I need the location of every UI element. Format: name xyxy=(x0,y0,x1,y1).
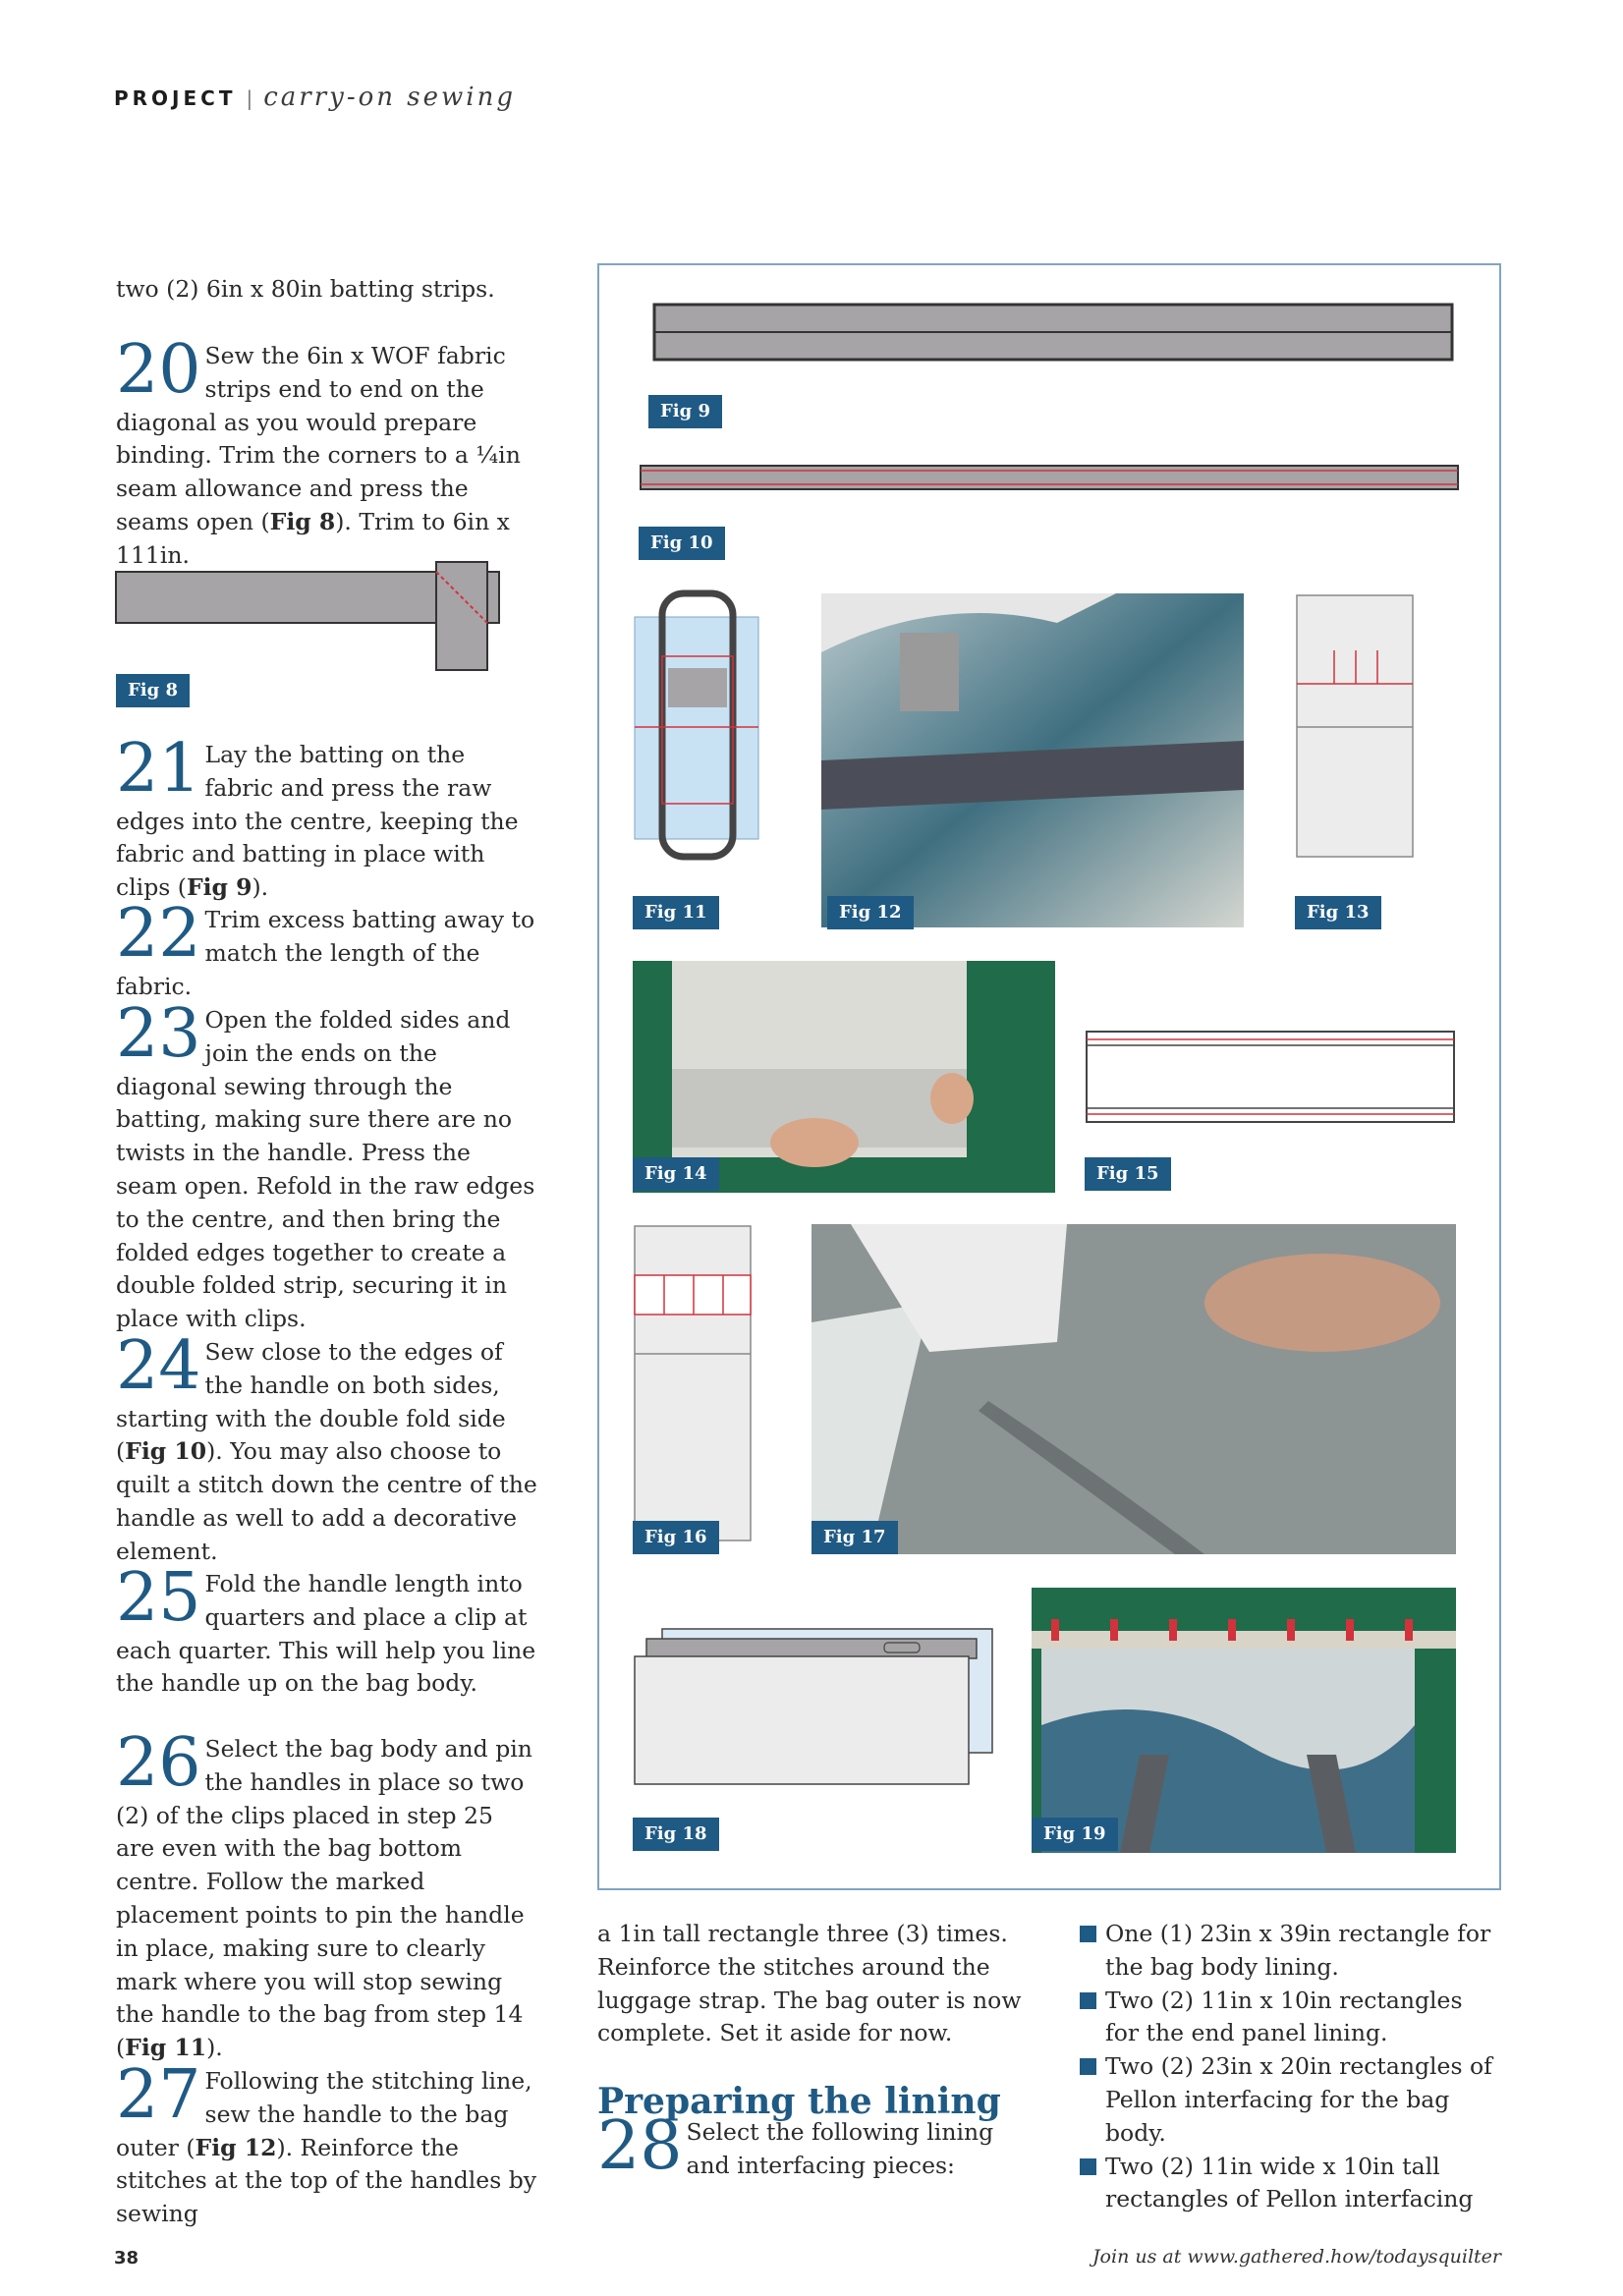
step-21: 21 Lay the batting on the fabric and press the raw edges into the centre, keeping the fabric and batting in place with clips (Fig 9). xyxy=(116,730,519,902)
step-number: 21 xyxy=(116,730,201,808)
step-number: 26 xyxy=(116,1724,201,1802)
fig-ref: Fig 9 xyxy=(186,873,252,902)
fig18-label: Fig 18 xyxy=(633,1818,719,1851)
fig10-diagram xyxy=(639,462,1464,495)
step-24: 24 Sew close to the edges of the handle on both sides, starting with the double fold side (Fig 10). You may also choose to quilt a stitch down the centre of the handle as well to add a decorative element. xyxy=(116,1327,537,1565)
fig12-label: Fig 12 xyxy=(827,896,914,929)
step-23: 23 Open the folded sides and join the ends on the diagonal sewing through the batting, making sure there are no twists in the handle. Press the seam open. Refold in the raw edges to the centre, and then bring the folded edges together to create a double folded strip, securing it in place with clips. xyxy=(116,995,535,1333)
hand xyxy=(1204,1254,1440,1352)
fig11-diagram xyxy=(633,589,760,865)
luggage-strap xyxy=(668,668,727,707)
step-20: 20 Sew the 6in x WOF fabric strips end to end on the diagonal as you would prepare binding. Trim the corners to a ¼in seam allowance and press the seams open (Fig 8). Trim to 6in x 111in. xyxy=(116,331,521,569)
clip xyxy=(1405,1619,1413,1641)
fig8-label: Fig 8 xyxy=(116,674,190,707)
step-number: 24 xyxy=(116,1327,201,1405)
running-header xyxy=(114,83,516,112)
fig13-label: Fig 13 xyxy=(1295,896,1381,929)
fig16-diagram xyxy=(633,1224,755,1544)
fig17-label: Fig 17 xyxy=(812,1521,898,1554)
fig9-diagram xyxy=(652,303,1458,364)
clip xyxy=(1287,1619,1295,1641)
fig14-label: Fig 14 xyxy=(633,1157,719,1191)
intro-line: two (2) 6in x 80in batting strips. xyxy=(116,275,495,303)
fig10-label: Fig 10 xyxy=(639,527,725,560)
section-title: carry-on sewing xyxy=(263,83,516,112)
step-26: 26 Select the bag body and pin the handles in place so two (2) of the clips placed in step 25 are even with the bag bottom centre. Follow the marked placement points to pin the handle in place, making sure to clearly mark where you will stop sewing the handle to the bag from step 14 (Fig 11). xyxy=(116,1724,532,2062)
footer-tagline: Join us at www.gathered.how/todaysquilter xyxy=(1091,2246,1501,2268)
presser-foot xyxy=(900,633,959,711)
fig-ref: Fig 12 xyxy=(195,2133,277,2161)
strap-stitch-box xyxy=(635,1275,751,1315)
clip xyxy=(1051,1619,1059,1641)
fig8-diagram xyxy=(114,560,507,678)
fig11-label: Fig 11 xyxy=(633,896,719,929)
step-number: 27 xyxy=(116,2056,201,2134)
lining-heading: Preparing the lining xyxy=(597,2081,1001,2122)
hand xyxy=(770,1118,859,1167)
step-22: 22 Trim excess batting away to match the length of the fabric. xyxy=(116,895,535,1000)
fig15-label: Fig 15 xyxy=(1085,1157,1171,1191)
fig-ref: Fig 10 xyxy=(125,1437,207,1466)
zipper-strip xyxy=(646,1639,977,1658)
step-number: 25 xyxy=(116,1559,201,1637)
step-number: 28 xyxy=(597,2107,683,2185)
sewn-handle xyxy=(641,466,1458,489)
section-label: PROJECT xyxy=(114,86,237,110)
step-28: 28 Select the following lining and interfacing pieces: xyxy=(597,2107,994,2185)
list-item: Two (2) 11in x 10in rectangles for the end panel lining. xyxy=(1080,1985,1502,2051)
fig12-photo xyxy=(821,593,1244,927)
fig19-photo xyxy=(1032,1588,1456,1853)
bag-body-panel xyxy=(635,617,758,839)
fig16-label: Fig 16 xyxy=(633,1521,719,1554)
fig15-diagram xyxy=(1085,1030,1458,1126)
step-27: 27 Following the stitching line, sew the handle to the bag outer (Fig 12). Reinforce the stitches at the top of the handles by sewing xyxy=(116,2056,537,2228)
list-item: Two (2) 23in x 20in rectangles of Pellon interfacing for the bag body. xyxy=(1080,2050,1502,2150)
list-item: Two (2) 11in wide x 10in tall rectangles of Pellon interfacing xyxy=(1080,2151,1502,2217)
fig18-diagram xyxy=(633,1627,996,1790)
end-panel xyxy=(1297,595,1413,857)
end-panel xyxy=(635,1226,751,1540)
zipper-edge xyxy=(1032,1631,1456,1649)
fig19-label: Fig 19 xyxy=(1032,1818,1118,1851)
step-number: 23 xyxy=(116,995,201,1073)
clip xyxy=(1228,1619,1236,1641)
fig13-diagram xyxy=(1295,593,1417,861)
list-item: One (1) 23in x 39in rectangle for the bag body lining. xyxy=(1080,1918,1502,1985)
hand-with-pen xyxy=(930,1073,974,1124)
page-number: 38 xyxy=(114,2248,140,2268)
fig-ref: Fig 8 xyxy=(269,507,336,535)
clip xyxy=(1110,1619,1118,1641)
step-25: 25 Fold the handle length into quarters and place a clip at each quarter. This will help you line the handle up on the bag body. xyxy=(116,1559,536,1698)
lining-pieces-list xyxy=(1080,1918,1502,2216)
figure-panel xyxy=(597,263,1501,1890)
fig17-photo xyxy=(812,1224,1456,1554)
fig-ref: Fig 11 xyxy=(125,2034,207,2062)
step-number: 20 xyxy=(116,331,201,409)
header-separator: | xyxy=(246,86,254,110)
step-number: 22 xyxy=(116,895,201,973)
fig9-label: Fig 9 xyxy=(648,395,722,428)
step-27-continued: a 1in tall rectangle three (3) times. Reinforce the stitches around the luggage strap. The bag outer is now complete. Set it aside for now. xyxy=(597,1920,1022,2047)
bag-body-layer xyxy=(635,1656,969,1784)
clip xyxy=(1169,1619,1177,1641)
clip xyxy=(1346,1619,1354,1641)
